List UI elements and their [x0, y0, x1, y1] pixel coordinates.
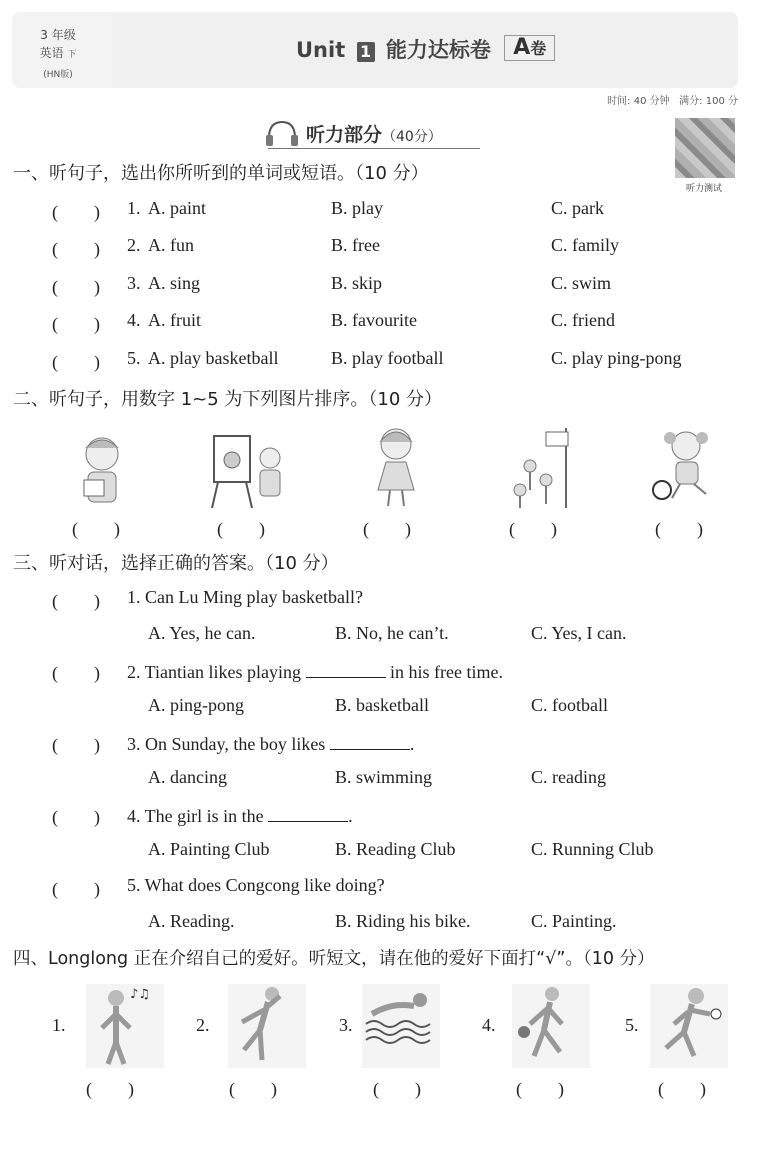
answer-paren[interactable]: ( )	[363, 519, 411, 539]
answer-paren[interactable]: ( )	[52, 202, 100, 222]
option-b: B. basketball	[335, 695, 429, 715]
fill-blank	[330, 731, 410, 750]
answer-paren[interactable]: ( )	[52, 277, 100, 297]
option-c: C. play ping-pong	[551, 348, 682, 368]
swimming-icon	[362, 984, 440, 1068]
stem-text: 1. Can Lu Ming play basketball?	[127, 587, 363, 607]
exam-time: 时间: 40 分钟	[607, 96, 670, 107]
answer-paren[interactable]: ( )	[373, 1079, 421, 1099]
stem-text-end: .	[409, 734, 415, 754]
stem-text: 2. Tiantian likes playing	[127, 662, 302, 682]
item-number: 2.	[196, 1015, 210, 1035]
part3-heading: 三、听对话，选择正确的答案。（10 分）	[13, 553, 339, 574]
stem-text: 3. On Sunday, the boy likes	[127, 734, 326, 754]
answer-paren[interactable]: ( )	[52, 591, 100, 611]
fill-blank	[268, 803, 348, 822]
stem-text: 5. What does Congcong like doing?	[127, 875, 385, 895]
option-a: A. Reading.	[148, 911, 235, 931]
qr-code[interactable]	[675, 118, 735, 178]
question-stem	[127, 875, 385, 896]
question-number: 3.	[127, 273, 141, 293]
answer-paren[interactable]: ( )	[658, 1079, 706, 1099]
item-number: 5.	[625, 1015, 639, 1035]
answer-paren[interactable]: ( )	[52, 352, 100, 372]
paper-tag	[504, 35, 555, 61]
option-b: B. Riding his bike.	[335, 911, 471, 931]
question-stem	[127, 803, 353, 827]
option-c: C. Painting.	[531, 911, 617, 931]
answer-paren[interactable]: ( )	[52, 314, 100, 334]
answer-paren[interactable]: ( )	[52, 735, 100, 755]
option-b: B. free	[331, 235, 380, 255]
option-b: B. play football	[331, 348, 444, 368]
section-title	[306, 120, 442, 147]
unit-number: 1	[357, 42, 375, 62]
option-b: B. favourite	[331, 310, 417, 330]
title-main: 能力达标卷	[385, 38, 491, 62]
option-a: A. play basketball	[148, 348, 279, 368]
question-stem	[127, 587, 363, 608]
option-a: A. dancing	[148, 767, 227, 787]
option-a: A. fun	[148, 235, 194, 255]
question-number: 1.	[127, 198, 141, 218]
question-number: 5.	[127, 348, 141, 368]
option-a: A. paint	[148, 198, 206, 218]
edition: (HN版)	[43, 70, 73, 80]
basketball-icon	[512, 984, 590, 1068]
section-underline	[268, 148, 480, 149]
boy-reading-picture	[72, 432, 132, 512]
answer-paren[interactable]: ( )	[509, 519, 557, 539]
question-number: 4.	[127, 310, 141, 330]
svg-text:♪♫: ♪♫	[130, 987, 150, 1002]
fill-blank	[306, 659, 386, 678]
option-a: A. ping-pong	[148, 695, 244, 715]
qr-label: 听力测试	[686, 184, 723, 194]
item-number: 4.	[482, 1015, 496, 1035]
section-score: （40分）	[382, 129, 442, 145]
singing-icon	[86, 984, 164, 1068]
option-c: C. Yes, I can.	[531, 623, 627, 643]
volume: 下	[67, 50, 77, 60]
answer-paren[interactable]: ( )	[52, 663, 100, 683]
option-c: C. reading	[531, 767, 606, 787]
answer-paren[interactable]: ( )	[516, 1079, 564, 1099]
answer-paren[interactable]: ( )	[86, 1079, 134, 1099]
page-title	[296, 34, 555, 64]
stem-text-end: in his free time.	[390, 662, 503, 682]
stem-text: 4. The girl is in the	[127, 806, 264, 826]
subject: 英语	[39, 46, 64, 60]
dancing-icon	[228, 984, 306, 1068]
grade: 3 年级	[40, 28, 76, 42]
option-c: C. football	[531, 695, 608, 715]
section-name: 听力部分	[306, 124, 383, 146]
option-a: A. Yes, he can.	[148, 623, 256, 643]
question-number: 2.	[127, 235, 141, 255]
paper-letter: A	[513, 35, 531, 60]
answer-paren[interactable]: ( )	[72, 519, 120, 539]
question-stem	[127, 659, 503, 683]
option-c: C. friend	[551, 310, 615, 330]
exam-meta	[607, 92, 738, 107]
answer-paren[interactable]: ( )	[229, 1079, 277, 1099]
stem-text-end: .	[348, 806, 353, 826]
grade-info	[26, 26, 90, 84]
option-a: A. Painting Club	[148, 839, 270, 859]
answer-paren[interactable]: ( )	[52, 879, 100, 899]
option-c: C. Running Club	[531, 839, 654, 859]
option-b: B. swimming	[335, 767, 433, 787]
answer-paren[interactable]: ( )	[217, 519, 265, 539]
title-prefix: Unit	[296, 38, 346, 62]
option-a: A. fruit	[148, 310, 201, 330]
option-b: B. Reading Club	[335, 839, 456, 859]
item-number: 3.	[339, 1015, 353, 1035]
option-a: A. sing	[148, 273, 201, 293]
option-c: C. swim	[551, 273, 612, 293]
headphones-icon	[264, 118, 300, 148]
answer-paren[interactable]: ( )	[655, 519, 703, 539]
answer-paren[interactable]: ( )	[52, 807, 100, 827]
part4-heading: 四、Longlong 正在介绍自己的爱好。听短文，请在他的爱好下面打“√”。（10 分）	[13, 949, 655, 969]
part1-heading: 一、听句子，选出你所听到的单词或短语。（10 分）	[13, 163, 429, 184]
answer-paren[interactable]: ( )	[52, 239, 100, 259]
option-c: C. family	[551, 235, 619, 255]
exam-score: 满分: 100 分	[679, 96, 738, 107]
girl-dancing-picture	[370, 424, 422, 510]
ping-pong-icon	[650, 984, 728, 1068]
girl-football-picture	[650, 428, 724, 504]
option-c: C. park	[551, 198, 604, 218]
option-b: B. No, he can’t.	[335, 623, 449, 643]
option-b: B. skip	[331, 273, 383, 293]
option-b: B. play	[331, 198, 383, 218]
part2-heading: 二、听句子，用数字 1~5 为下列图片排序。（10 分）	[13, 389, 443, 410]
question-stem	[127, 731, 414, 755]
paper-suffix: 卷	[530, 39, 547, 58]
kids-basketball-picture	[508, 424, 580, 510]
boy-painting-picture	[208, 430, 288, 512]
item-number: 1.	[52, 1015, 66, 1035]
